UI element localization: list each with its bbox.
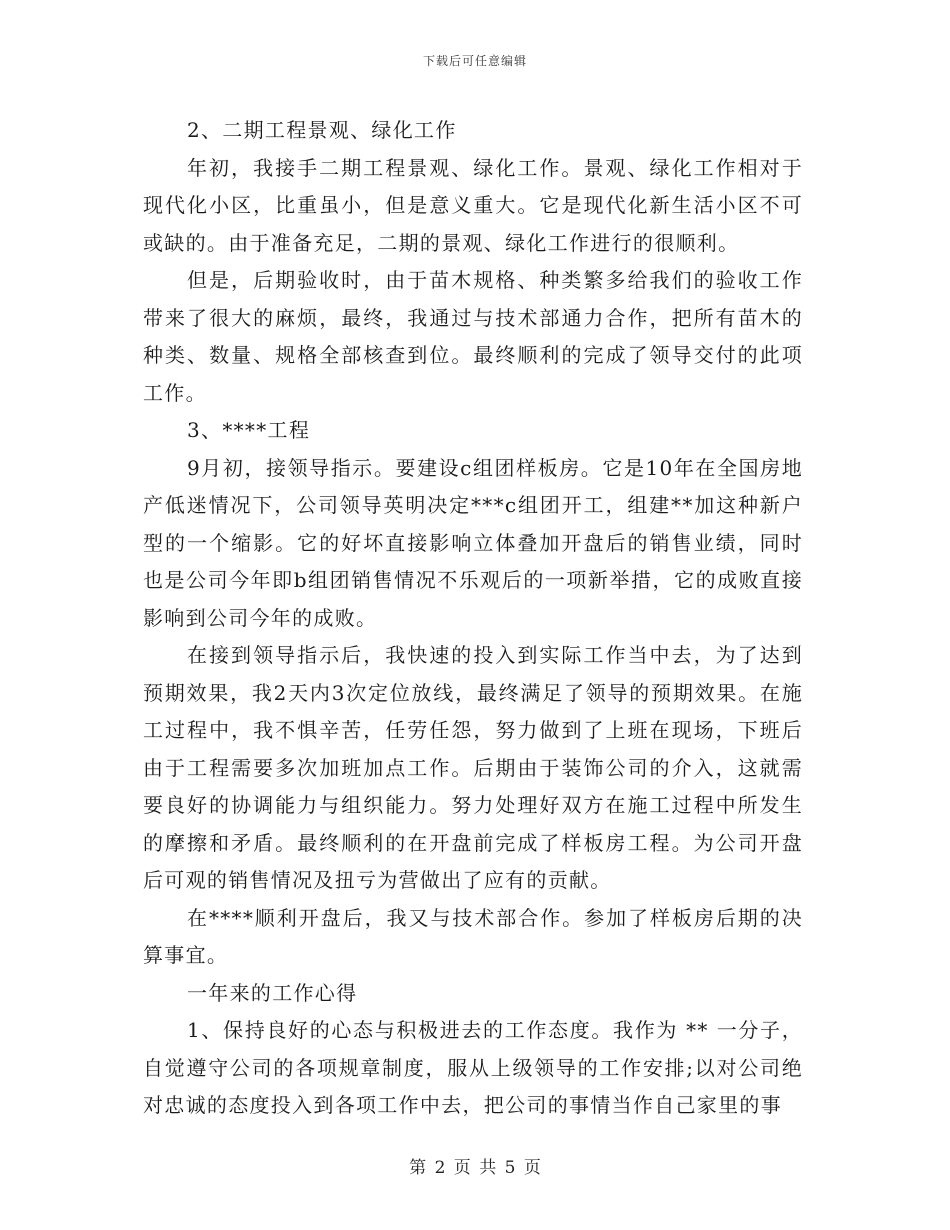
paragraph: 年初，我接手二期工程景观、绿化工作。景观、绿化工作相对于现代化小区，比重虽小，但是意义重大。它是现代化新生活小区不可或缺的。由于准备充足，二期的景观、绿化工作进行的很顺利。	[143, 155, 803, 255]
section-heading-landscaping: 2、二期工程景观、绿化工作	[187, 118, 457, 142]
paragraph: 在****顺利开盘后，我又与技术部合作。参加了样板房后期的决算事宜。	[143, 905, 803, 967]
paragraph: 但是，后期验收时，由于苗木规格、种类繁多给我们的验收工作带来了很大的麻烦，最终，我通过与技术部通力合作，把所有苗木的种类、数量、规格全部核查到位。最终顺利的完成了领导交付的此项工作。	[143, 268, 803, 405]
paragraph: 1、保持良好的心态与积极进去的工作态度。我作为 ** 一分子，自觉遵守公司的各项规章制度，服从上级领导的工作安排;以对公司绝对忠诚的态度投入到各项工作中去，把公司的事情当作自己家里的事	[143, 1018, 803, 1117]
section-heading-experience: 一年来的工作心得	[187, 980, 358, 1005]
section-heading-project: 3、****工程	[187, 418, 311, 442]
page-footer: 第 2 页 共 5 页	[409, 1158, 541, 1178]
page-header: 下载后可任意编辑	[422, 54, 527, 68]
paragraph: 9月初，接领导指示。要建设c组团样板房。它是10年在全国房地产低迷情况下，公司领导英明决定***c组团开工，组建**加这种新户型的一个缩影。它的好坏直接影响立体叠加开盘后的销售业绩，同时也是公司今年即b组团销售情况不乐观后的一项新举措，它的成败直接影响到公司今年的成败。	[143, 455, 803, 630]
document-body	[143, 112, 803, 1125]
paragraph: 在接到领导指示后，我快速的投入到实际工作当中去，为了达到预期效果，我2天内3次定位放线，最终满足了领导的预期效果。在施工过程中，我不惧辛苦，任劳任怨，努力做到了上班在现场，下班后由于工程需要多次加班加点工作。后期由于装饰公司的介入，这就需要良好的协调能力与组织能力。努力处理好双方在施工过程中所发生的摩擦和矛盾。最终顺利的在开盘前完成了样板房工程。为公司开盘后可观的销售情况及扭亏为营做出了应有的贡献。	[143, 643, 803, 892]
